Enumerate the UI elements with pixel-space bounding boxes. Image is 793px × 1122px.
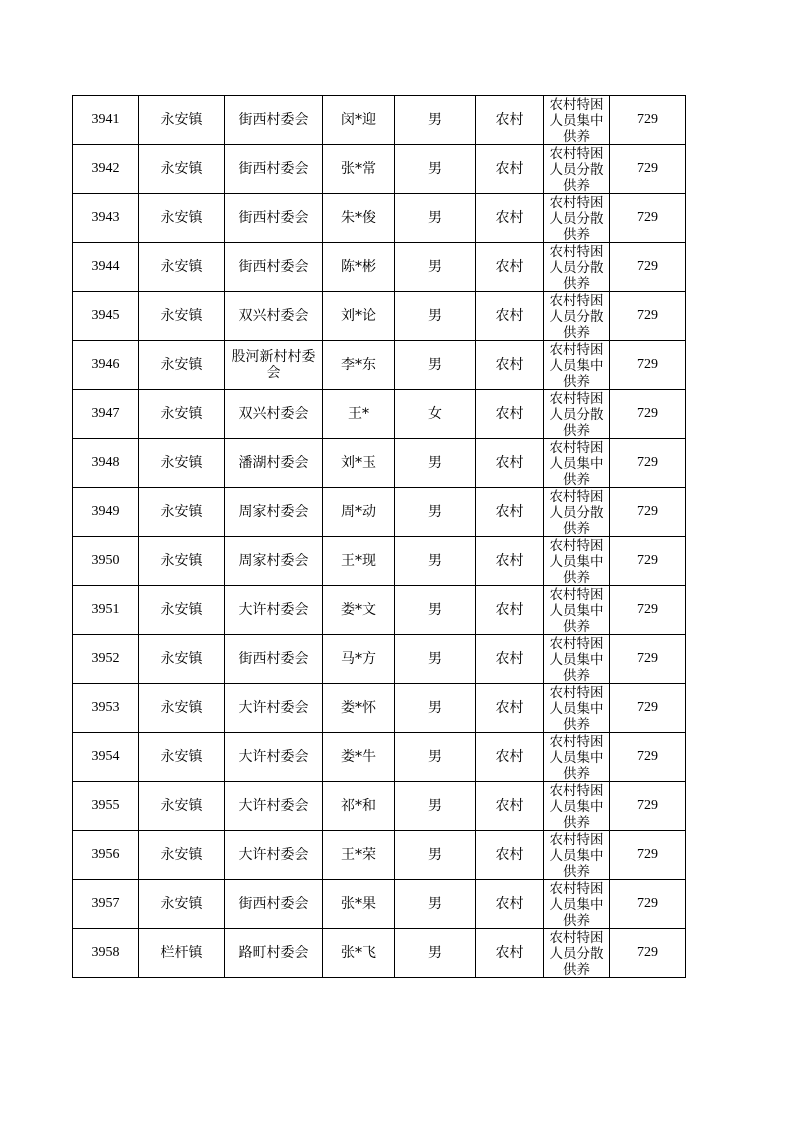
- amount-cell: 729: [610, 684, 686, 733]
- serial-number-cell: 3949: [73, 488, 139, 537]
- town-cell: 永安镇: [139, 831, 225, 880]
- person-name-cell: 刘*玉: [323, 439, 395, 488]
- person-name-cell: 娄*牛: [323, 733, 395, 782]
- person-name-cell: 娄*文: [323, 586, 395, 635]
- person-name-cell: 朱*俊: [323, 194, 395, 243]
- residence-type-cell: 农村: [476, 635, 544, 684]
- town-cell: 永安镇: [139, 586, 225, 635]
- residence-type-cell: 农村: [476, 831, 544, 880]
- town-cell: 永安镇: [139, 635, 225, 684]
- serial-number-cell: 3946: [73, 341, 139, 390]
- table-row: [73, 880, 686, 929]
- support-category-text: 农村特困人员分散供养: [549, 489, 604, 536]
- table-row: [73, 831, 686, 880]
- table-row: [73, 586, 686, 635]
- residence-type-cell: 农村: [476, 537, 544, 586]
- village-committee-cell: 路町村委会: [225, 929, 323, 978]
- person-name-cell: 陈*彬: [323, 243, 395, 292]
- village-committee-cell: 大许村委会: [225, 733, 323, 782]
- town-cell: 永安镇: [139, 341, 225, 390]
- support-category-text: 农村特困人员集中供养: [549, 440, 604, 487]
- village-committee-cell: 大许村委会: [225, 586, 323, 635]
- support-category-text: 农村特困人员集中供养: [549, 342, 604, 389]
- gender-cell: 男: [395, 684, 476, 733]
- person-name-cell: 马*方: [323, 635, 395, 684]
- person-name-cell: 张*常: [323, 145, 395, 194]
- village-committee-cell: 双兴村委会: [225, 390, 323, 439]
- serial-number-cell: 3956: [73, 831, 139, 880]
- person-name-cell: 祁*和: [323, 782, 395, 831]
- gender-cell: 男: [395, 194, 476, 243]
- amount-cell: 729: [610, 439, 686, 488]
- person-name-cell: 周*动: [323, 488, 395, 537]
- person-name-cell: 王*现: [323, 537, 395, 586]
- support-category-cell: [544, 292, 610, 341]
- support-category-cell: [544, 488, 610, 537]
- amount-cell: 729: [610, 733, 686, 782]
- amount-cell: 729: [610, 880, 686, 929]
- table-row: [73, 145, 686, 194]
- village-committee-cell: 街西村委会: [225, 194, 323, 243]
- town-cell: 栏杆镇: [139, 929, 225, 978]
- residence-type-cell: 农村: [476, 243, 544, 292]
- table-row: [73, 243, 686, 292]
- village-committee-cell: 周家村委会: [225, 488, 323, 537]
- support-category-text: 农村特困人员集中供养: [549, 685, 604, 732]
- serial-number-cell: 3953: [73, 684, 139, 733]
- amount-cell: 729: [610, 145, 686, 194]
- person-name-cell: 张*果: [323, 880, 395, 929]
- support-category-cell: [544, 537, 610, 586]
- amount-cell: 729: [610, 831, 686, 880]
- support-category-text: 农村特困人员集中供养: [549, 538, 604, 585]
- town-cell: 永安镇: [139, 390, 225, 439]
- serial-number-cell: 3944: [73, 243, 139, 292]
- support-category-cell: [544, 880, 610, 929]
- support-category-cell: [544, 439, 610, 488]
- support-category-text: 农村特困人员分散供养: [549, 930, 604, 977]
- person-name-cell: 刘*论: [323, 292, 395, 341]
- gender-cell: 男: [395, 635, 476, 684]
- residence-type-cell: 农村: [476, 733, 544, 782]
- town-cell: 永安镇: [139, 488, 225, 537]
- amount-cell: 729: [610, 782, 686, 831]
- person-name-cell: 娄*怀: [323, 684, 395, 733]
- serial-number-cell: 3941: [73, 96, 139, 145]
- town-cell: 永安镇: [139, 243, 225, 292]
- gender-cell: 男: [395, 929, 476, 978]
- residence-type-cell: 农村: [476, 880, 544, 929]
- amount-cell: 729: [610, 929, 686, 978]
- support-category-text: 农村特困人员集中供养: [549, 832, 604, 879]
- serial-number-cell: 3957: [73, 880, 139, 929]
- residence-type-cell: 农村: [476, 684, 544, 733]
- table-row: [73, 292, 686, 341]
- table-row: [73, 733, 686, 782]
- serial-number-cell: 3947: [73, 390, 139, 439]
- support-category-text: 农村特困人员集中供养: [549, 636, 604, 683]
- town-cell: 永安镇: [139, 439, 225, 488]
- serial-number-cell: 3951: [73, 586, 139, 635]
- residence-type-cell: 农村: [476, 390, 544, 439]
- gender-cell: 男: [395, 292, 476, 341]
- table-row: [73, 929, 686, 978]
- amount-cell: 729: [610, 537, 686, 586]
- support-category-text: 农村特困人员分散供养: [549, 195, 604, 242]
- support-category-cell: [544, 684, 610, 733]
- gender-cell: 男: [395, 439, 476, 488]
- town-cell: 永安镇: [139, 292, 225, 341]
- gender-cell: 男: [395, 586, 476, 635]
- gender-cell: 男: [395, 145, 476, 194]
- town-cell: 永安镇: [139, 782, 225, 831]
- serial-number-cell: 3943: [73, 194, 139, 243]
- village-committee-cell: 街西村委会: [225, 635, 323, 684]
- person-name-cell: 王*荣: [323, 831, 395, 880]
- support-category-cell: [544, 194, 610, 243]
- residence-type-cell: 农村: [476, 929, 544, 978]
- residence-type-cell: 农村: [476, 439, 544, 488]
- residence-type-cell: 农村: [476, 292, 544, 341]
- support-category-cell: [544, 145, 610, 194]
- village-committee-cell: 大许村委会: [225, 782, 323, 831]
- serial-number-cell: 3955: [73, 782, 139, 831]
- town-cell: 永安镇: [139, 96, 225, 145]
- support-category-cell: [544, 929, 610, 978]
- support-category-text: 农村特困人员集中供养: [549, 587, 604, 634]
- residence-type-cell: 农村: [476, 488, 544, 537]
- table-row: [73, 684, 686, 733]
- roster-table: [72, 95, 686, 978]
- support-category-cell: [544, 243, 610, 292]
- serial-number-cell: 3952: [73, 635, 139, 684]
- village-committee-cell: 街西村委会: [225, 96, 323, 145]
- village-committee-cell: 街西村委会: [225, 880, 323, 929]
- residence-type-cell: 农村: [476, 145, 544, 194]
- table-row: [73, 439, 686, 488]
- serial-number-cell: 3942: [73, 145, 139, 194]
- table-row: [73, 390, 686, 439]
- village-committee-cell: 大许村委会: [225, 831, 323, 880]
- person-name-cell: 李*东: [323, 341, 395, 390]
- person-name-cell: 王*: [323, 390, 395, 439]
- amount-cell: 729: [610, 243, 686, 292]
- residence-type-cell: 农村: [476, 96, 544, 145]
- table-row: [73, 96, 686, 145]
- serial-number-cell: 3950: [73, 537, 139, 586]
- support-category-cell: [544, 96, 610, 145]
- village-committee-cell: 双兴村委会: [225, 292, 323, 341]
- support-category-cell: [544, 586, 610, 635]
- town-cell: 永安镇: [139, 684, 225, 733]
- support-category-text: 农村特困人员分散供养: [549, 293, 604, 340]
- table-row: [73, 537, 686, 586]
- village-committee-cell: 大许村委会: [225, 684, 323, 733]
- residence-type-cell: 农村: [476, 586, 544, 635]
- amount-cell: 729: [610, 586, 686, 635]
- support-category-text: 农村特困人员分散供养: [549, 391, 604, 438]
- table-row: [73, 782, 686, 831]
- residence-type-cell: 农村: [476, 782, 544, 831]
- gender-cell: 男: [395, 537, 476, 586]
- amount-cell: 729: [610, 96, 686, 145]
- amount-cell: 729: [610, 635, 686, 684]
- gender-cell: 男: [395, 782, 476, 831]
- table-row: [73, 341, 686, 390]
- gender-cell: 男: [395, 880, 476, 929]
- town-cell: 永安镇: [139, 733, 225, 782]
- support-category-cell: [544, 831, 610, 880]
- support-category-cell: [544, 390, 610, 439]
- table-row: [73, 635, 686, 684]
- gender-cell: 男: [395, 733, 476, 782]
- support-category-text: 农村特困人员集中供养: [549, 783, 604, 830]
- village-committee-cell: 潘湖村委会: [225, 439, 323, 488]
- amount-cell: 729: [610, 488, 686, 537]
- serial-number-cell: 3945: [73, 292, 139, 341]
- table-row: [73, 488, 686, 537]
- support-category-cell: [544, 733, 610, 782]
- support-category-text: 农村特困人员分散供养: [549, 146, 604, 193]
- amount-cell: 729: [610, 390, 686, 439]
- amount-cell: 729: [610, 292, 686, 341]
- gender-cell: 女: [395, 390, 476, 439]
- serial-number-cell: 3948: [73, 439, 139, 488]
- gender-cell: 男: [395, 341, 476, 390]
- town-cell: 永安镇: [139, 537, 225, 586]
- town-cell: 永安镇: [139, 194, 225, 243]
- support-category-text: 农村特困人员集中供养: [549, 734, 604, 781]
- village-committee-cell: 街西村委会: [225, 145, 323, 194]
- support-category-cell: [544, 635, 610, 684]
- gender-cell: 男: [395, 243, 476, 292]
- village-committee-cell: 股河新村村委会: [225, 341, 323, 390]
- table-row: [73, 194, 686, 243]
- amount-cell: 729: [610, 194, 686, 243]
- support-category-cell: [544, 782, 610, 831]
- support-category-cell: [544, 341, 610, 390]
- amount-cell: 729: [610, 341, 686, 390]
- person-name-cell: 闵*迎: [323, 96, 395, 145]
- town-cell: 永安镇: [139, 145, 225, 194]
- support-category-text: 农村特困人员集中供养: [549, 97, 604, 144]
- gender-cell: 男: [395, 488, 476, 537]
- roster-table-body: [73, 96, 686, 978]
- support-category-text: 农村特困人员分散供养: [549, 244, 604, 291]
- village-committee-cell: 周家村委会: [225, 537, 323, 586]
- village-committee-cell: 街西村委会: [225, 243, 323, 292]
- residence-type-cell: 农村: [476, 194, 544, 243]
- person-name-cell: 张*飞: [323, 929, 395, 978]
- gender-cell: 男: [395, 831, 476, 880]
- residence-type-cell: 农村: [476, 341, 544, 390]
- town-cell: 永安镇: [139, 880, 225, 929]
- serial-number-cell: 3954: [73, 733, 139, 782]
- gender-cell: 男: [395, 96, 476, 145]
- support-category-text: 农村特困人员集中供养: [549, 881, 604, 928]
- serial-number-cell: 3958: [73, 929, 139, 978]
